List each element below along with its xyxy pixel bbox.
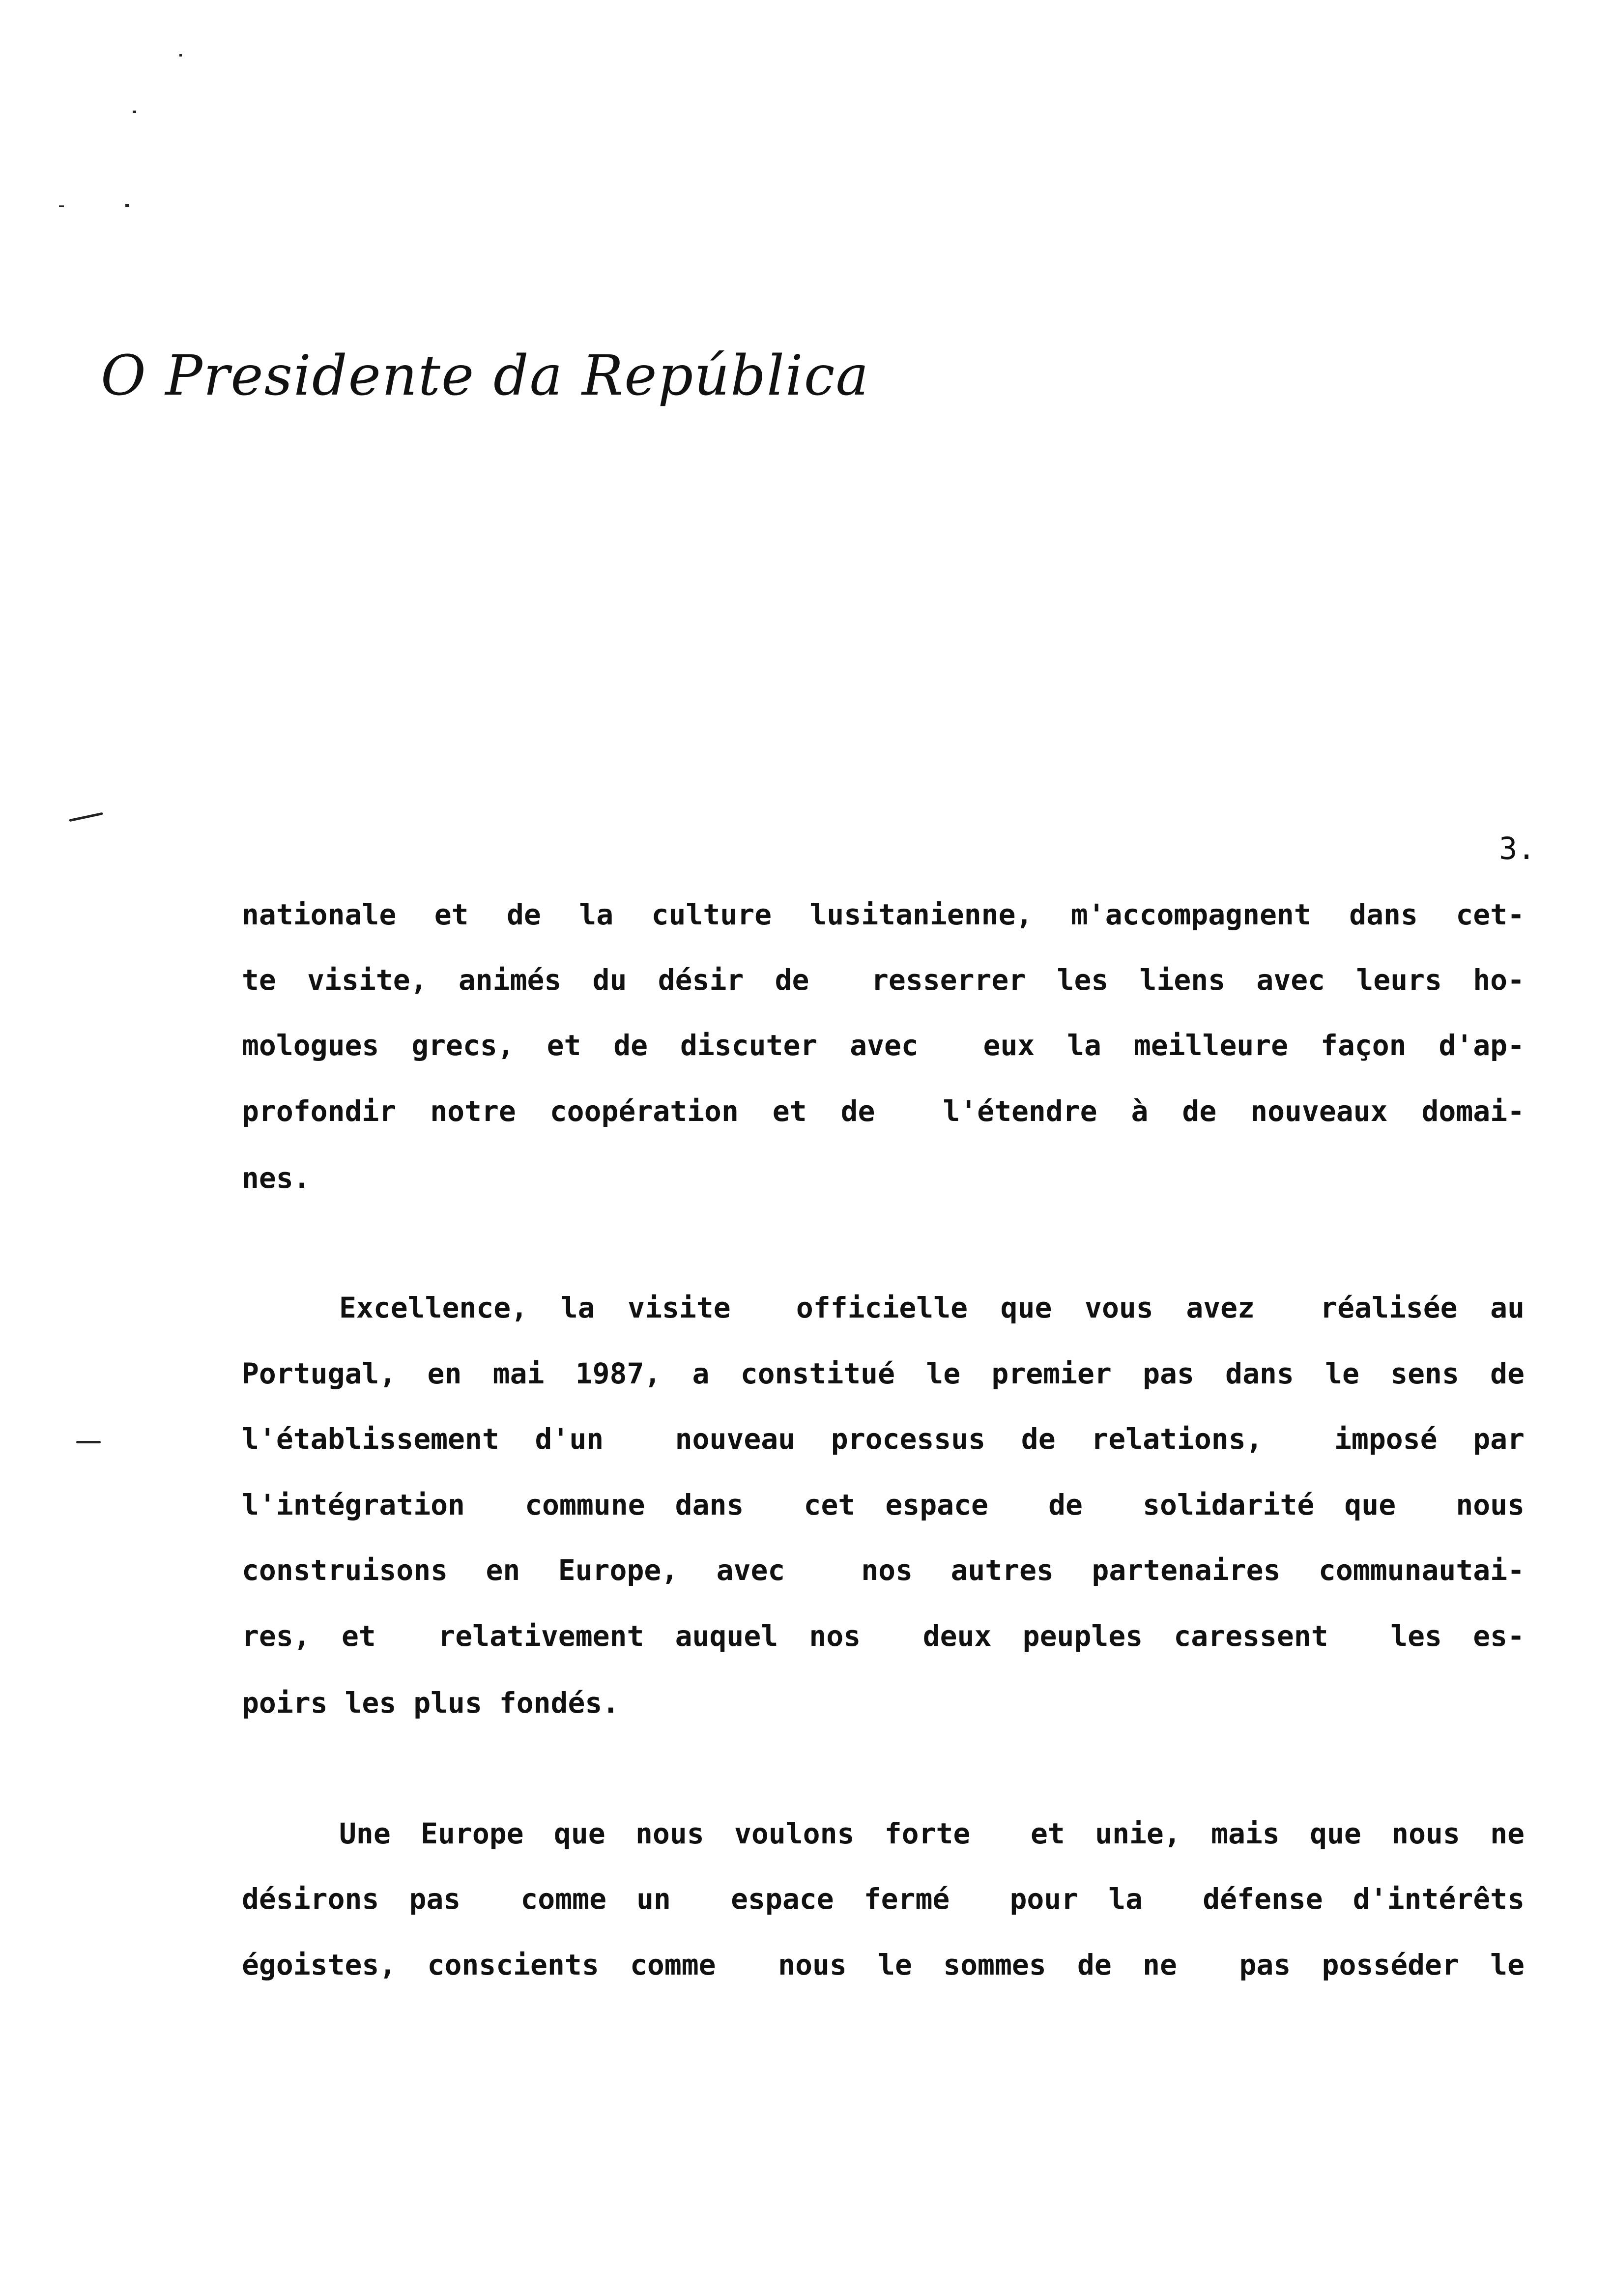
text-line: poirs les plus fondés. <box>242 1686 620 1720</box>
text-line: égoistes, conscients comme nous le sommes de ne pas posséder le <box>242 1948 1525 1981</box>
scan-speck <box>179 54 182 57</box>
scan-speck <box>59 205 64 207</box>
text-line: Une Europe que nous voulons forte et unie, mais que nous ne <box>339 1817 1525 1850</box>
scan-speck <box>125 204 129 207</box>
letterhead: O Presidente da República <box>101 344 870 408</box>
text-line: construisons en Europe, avec nos autres partenaires communautai- <box>242 1553 1525 1587</box>
scan-speck <box>69 812 103 822</box>
text-line: désirons pas comme un espace fermé pour la défense d'intérêts <box>242 1882 1525 1916</box>
text-line: nes. <box>242 1161 311 1195</box>
text-line: profondir notre coopération et de l'étendre à de nouveaux domai- <box>242 1094 1525 1128</box>
text-line: Portugal, en mai 1987, a constitué le premier pas dans le sens de <box>242 1357 1525 1390</box>
text-line: mologues grecs, et de discuter avec eux la meilleure façon d'ap- <box>242 1029 1525 1062</box>
text-line: nationale et de la culture lusitanienne, m'accompagnent dans cet- <box>242 898 1525 931</box>
scan-speck <box>133 111 136 113</box>
text-line: l'établissement d'un nouveau processus de relations, imposé par <box>242 1422 1525 1456</box>
text-line: te visite, animés du désir de resserrer les liens avec leurs ho- <box>242 963 1525 997</box>
text-line: Excellence, la visite officielle que vous avez réalisée au <box>339 1291 1525 1324</box>
text-line: l'intégration commune dans cet espace de solidarité que nous <box>242 1488 1525 1521</box>
scan-speck <box>76 1441 101 1443</box>
text-line: res, et relativement auquel nos deux peuples caressent les es- <box>242 1619 1525 1653</box>
page-number: 3. <box>1499 831 1536 866</box>
